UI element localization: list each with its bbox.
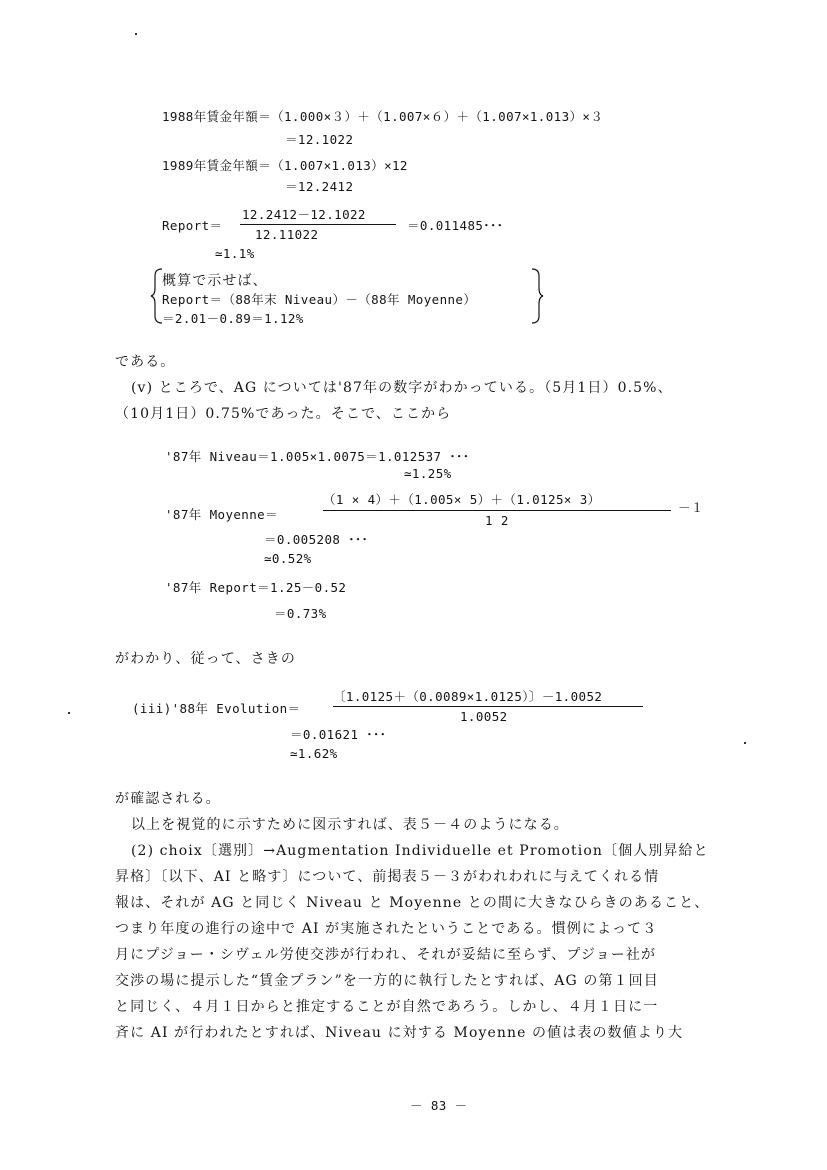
body-line-5: 報は、それが AG と同じく Niveau と Moyenne との間に大きなひらきのあること、 [115, 895, 710, 911]
report-1987-formula: '87年 Report＝1.25－0.52 [165, 580, 347, 595]
body-line-8: 交渉の場に提示した“賃金プラン”を一方的に執行したとすれば、AG の第１回目 [115, 973, 659, 989]
niveau-1987-formula: '87年 Niveau＝1.005×1.0075＝1.012537 ･･･ [165, 449, 470, 464]
moyenne-1987-result-2: ≃0.52% [264, 551, 312, 566]
evolution-fraction-bar [333, 706, 643, 707]
body-line-10: 斉に AI が行われたとすれば、Niveau に対する Moyenne の値は表の数値より大 [115, 1025, 684, 1041]
body-line-2: 以上を視覚的に示すために図示すれば、表５－４のようになる。 [131, 817, 569, 833]
scan-speck [135, 33, 137, 35]
page-number: － 83 － [410, 1098, 468, 1113]
wage-1988-result: ＝12.1022 [285, 132, 354, 147]
moyenne-1987-result-1: ＝0.005208 ･･･ [264, 532, 369, 547]
report-result: ＝0.011485･･･ [407, 218, 504, 233]
wage-1989-result: ＝12.2412 [285, 179, 354, 194]
body-line-1: が確認される。 [115, 791, 221, 807]
bracket-line-1: 概算で示せば、 [162, 273, 268, 289]
report-fraction-bar [240, 224, 396, 225]
bracket-line-3: ＝2.01－0.89＝1.12% [162, 311, 304, 326]
moyenne-1987-numerator: （1 × 4）＋（1.005× 5）＋（1.0125× 3） [323, 492, 601, 507]
moyenne-1987-tail: －１ [678, 500, 704, 515]
wage-1988-formula: 1988年賃金年額＝（1.000×３）＋（1.007×６）＋（1.007×1.013）×３ [162, 109, 604, 124]
report-1987-result: ＝0.73% [274, 606, 327, 621]
moyenne-1987-label: '87年 Moyenne＝ [165, 507, 278, 522]
text-dearu: である。 [115, 354, 176, 370]
text-v-line-1: (v) ところで、AG については'87年の数字がわかっている。（5月1日）0.5%、 [131, 380, 673, 396]
body-line-9: と同じく、４月１日からと推定することが自然であろう。しかし、４月１日に一 [115, 999, 659, 1015]
evolution-result-2: ≃1.62% [290, 746, 338, 761]
report-approx: ≃1.1% [215, 246, 255, 261]
report-numerator: 12.2412－12.1022 [242, 207, 366, 222]
niveau-1987-approx: ≃1.25% [404, 466, 452, 481]
scan-speck [744, 742, 746, 744]
scan-speck [68, 712, 70, 714]
evolution-numerator: 〔1.0125＋（0.0089×1.0125）〕－1.0052 [333, 689, 603, 704]
evolution-result-1: ＝0.01621 ･･･ [290, 727, 387, 742]
text-wakari: がわかり、従って、さきの [115, 651, 296, 667]
text-v-line-2: （10月1日）0.75%であった。そこで、ここから [115, 406, 452, 422]
right-bracket-icon [530, 268, 544, 324]
report-denominator: 12.11022 [255, 227, 319, 242]
body-line-4: 昇格〕〔以下、AI と略す〕について、前掲表５－３がわれわれに与えてくれる情 [115, 869, 660, 885]
body-line-6: つまり年度の進行の途中で AI が実施されたということである。慣例によって３ [115, 921, 658, 937]
body-line-3: (2) choix〔選別〕→Augmentation Individuelle et Promotion〔個人別昇給と [131, 843, 709, 859]
evolution-label: (iii)'88年 Evolution＝ [132, 701, 301, 716]
evolution-denominator: 1.0052 [460, 709, 508, 724]
moyenne-fraction-bar [323, 510, 671, 511]
body-line-7: 月にプジョー・シヴェル労使交渉が行われ、それが妥結に至らず、プジョー社が [115, 947, 657, 963]
report-label: Report＝ [162, 218, 223, 233]
bracket-line-2: Report＝（88年末 Niveau）－（88年 Moyenne） [162, 292, 477, 307]
wage-1989-formula: 1989年賃金年額＝（1.007×1.013）×12 [162, 158, 408, 173]
moyenne-1987-denominator: 1 2 [485, 513, 509, 528]
